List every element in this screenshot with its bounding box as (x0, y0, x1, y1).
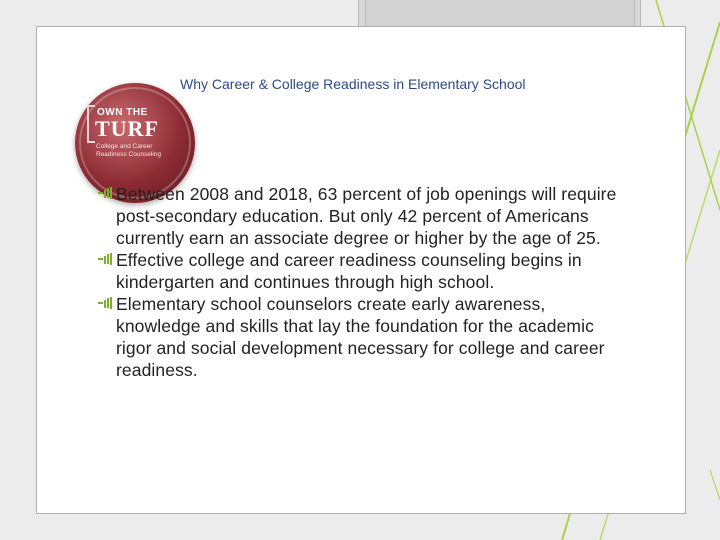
logo-subtitle: College and Career Readiness Counseling (96, 143, 162, 158)
slide-title: Why Career & College Readiness in Elementary School (180, 76, 526, 92)
logo-text-line2: TURF (95, 116, 159, 141)
logo-bracket (87, 105, 95, 143)
signal-bars-icon (98, 253, 112, 265)
list-item (98, 249, 618, 293)
bullet-text: Elementary school counselors create early awareness, knowledge and skills that lay the foundation for the academic rigor and social development necessary for college and career readiness. (116, 294, 605, 380)
logo-text-line1: OWN THE (97, 107, 148, 118)
signal-bars-icon (98, 187, 112, 199)
bullet-text: Effective college and career readiness counseling begins in kindergarten and continues through high school. (116, 250, 582, 292)
list-item (98, 293, 618, 381)
list-item (98, 183, 618, 249)
signal-bars-icon (98, 297, 112, 309)
bullet-list (98, 183, 618, 381)
bullet-text: Between 2008 and 2018, 63 percent of job openings will require post-secondary education. But only 42 percent of Americans currently earn an associate degree or higher by the age of 25. (116, 184, 617, 248)
